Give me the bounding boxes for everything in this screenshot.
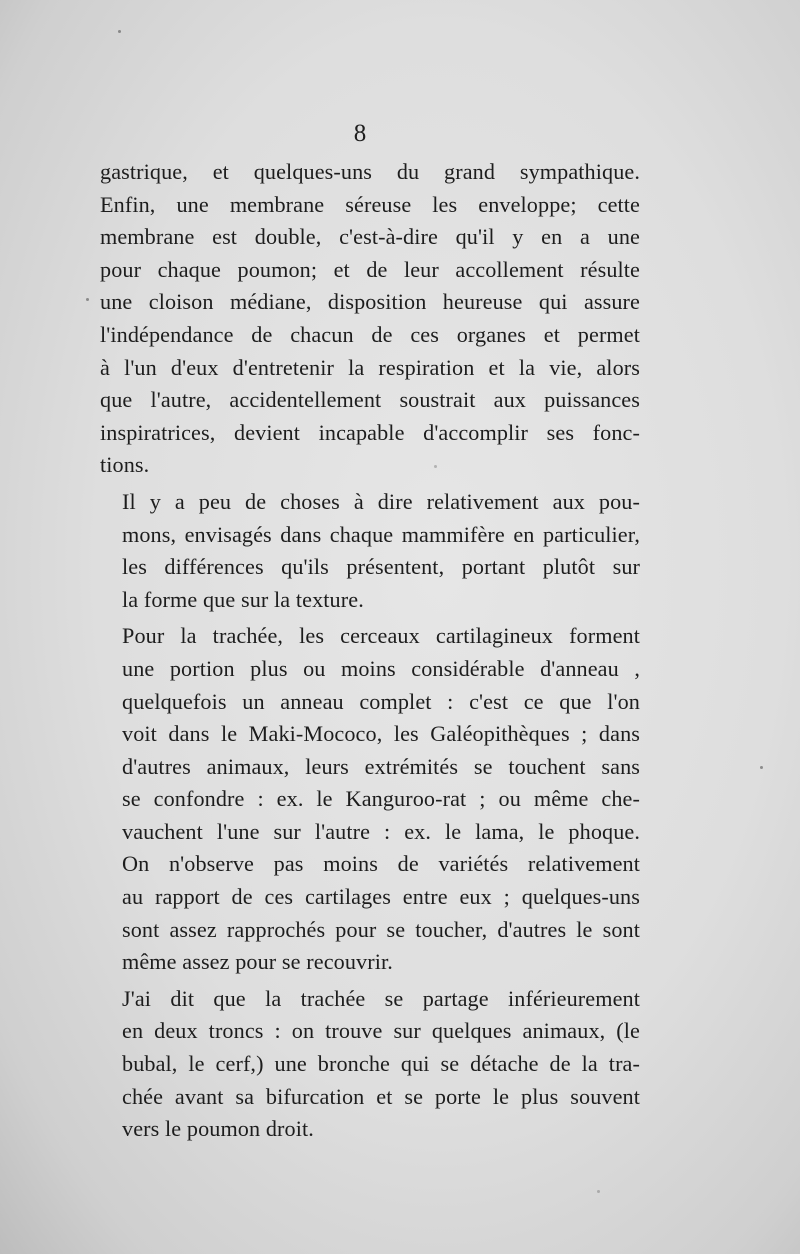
text-line: vauchent l'une sur l'autre : ex. le lama, le phoque. xyxy=(122,818,640,844)
text-line: Enfin, une membrane séreuse les enveloppe; cette xyxy=(100,191,640,217)
paragraph xyxy=(100,156,640,482)
text-line: mons, envisagés dans chaque mammifère en particulier, xyxy=(122,521,640,547)
text-line: inspiratrices, devient incapable d'accomplir ses fonc- xyxy=(100,419,640,445)
text-line: se confondre : ex. le Kanguroo-rat ; ou même che- xyxy=(122,786,640,812)
text-line: à l'un d'eux d'entretenir la respiration et la vie, alors xyxy=(100,354,640,380)
text-line: tions. xyxy=(100,452,150,478)
text-line: les différences qu'ils présentent, portant plutôt sur xyxy=(122,554,640,580)
text-line: une cloison médiane, disposition heureuse qui assure xyxy=(100,289,640,315)
text-line: quelquefois un anneau complet : c'est ce que l'on xyxy=(122,688,640,714)
text-line: Il y a peu de choses à dire relativement aux pou- xyxy=(122,488,640,514)
text-line: vers le poumon droit. xyxy=(122,1116,314,1142)
text-line: chée avant sa bifurcation et se porte le plus souvent xyxy=(122,1083,640,1109)
text-line: voit dans le Maki-Mococo, les Galéopithèques ; dans xyxy=(122,721,640,747)
text-line: au rapport de ces cartilages entre eux ; quelques-uns xyxy=(122,884,640,910)
text-line: la forme que sur la texture. xyxy=(122,586,364,612)
text-line: membrane est double, c'est-à-dire qu'il y en a une xyxy=(100,224,640,250)
text-line: J'ai dit que la trachée se partage inférieurement xyxy=(122,985,640,1011)
text-line: sont assez rapprochés pour se toucher, d'autres le sont xyxy=(122,916,640,942)
text-line: même assez pour se recouvrir. xyxy=(122,949,393,975)
text-line: pour chaque poumon; et de leur accollement résulte xyxy=(100,256,640,282)
text-line: d'autres animaux, leurs extrémités se touchent sans xyxy=(122,753,640,779)
body-text xyxy=(100,156,640,1146)
page-number: 8 xyxy=(353,120,367,147)
text-line: en deux troncs : on trouve sur quelques animaux, (le xyxy=(122,1018,640,1044)
text-line: que l'autre, accidentellement soustrait aux puissances xyxy=(100,387,640,413)
text-line: On n'observe pas moins de variétés relativement xyxy=(122,851,640,877)
text-line: l'indépendance de chacun de ces organes et permet xyxy=(100,321,640,347)
text-line: bubal, le cerf,) une bronche qui se détache de la tra- xyxy=(122,1051,640,1077)
text-line: Pour la trachée, les cerceaux cartilagineux forment xyxy=(122,623,640,649)
paragraph xyxy=(100,983,640,1146)
text-line: une portion plus ou moins considérable d'anneau , xyxy=(122,655,640,681)
paragraph xyxy=(100,486,640,616)
paragraph xyxy=(100,620,640,979)
text-line: gastrique, et quelques-uns du grand sympathique. xyxy=(100,159,640,184)
